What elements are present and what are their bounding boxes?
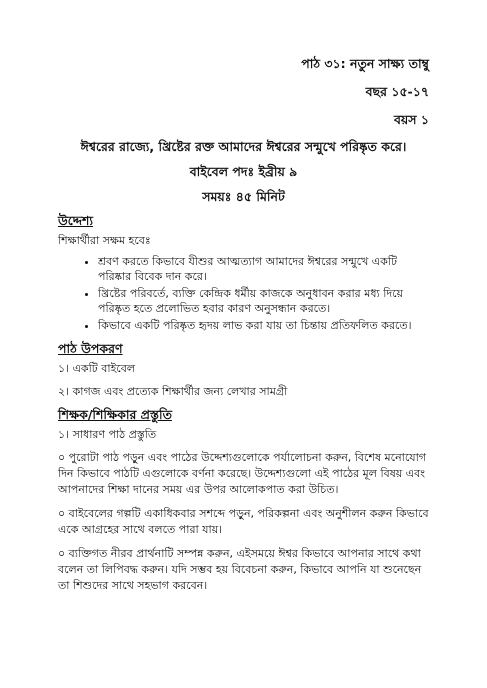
objective-intro: শিক্ষার্থীরা সক্ষম হবেঃ <box>58 234 151 247</box>
objective-list <box>58 254 429 333</box>
objective-heading: উদ্দেশ্য <box>58 213 94 228</box>
materials-item: ১। একটি বাইবেল <box>58 362 136 375</box>
teacher-prep-paragraph: ০ বাইবেলের গল্পটি একাধিকবার সশব্দে পড়ুন, পরিকল্পনা এবং অনুশীলন করুন কিভাবে একে আগ্রহের সাথে বলতে পারা যায়। <box>58 507 429 536</box>
year-range: বছর ১৫-১৭ <box>365 84 429 99</box>
teacher-prep-paragraph: ০ পুরোটা পাঠ পড়ুন এবং পাঠের উদ্দেশ্যগুলোকে পর্যালোচনা করুন, বিশেষ মনোযোগ দিন কিভাবে পাঠটি এগুলোকে বর্ণনা করেছে। উদ্দেশ্যগুলো এই পাঠের মূল বিষয় এবং আপনাদের শিক্ষা দানের সময় এর উপর আলোকপাত করা উচিত। <box>58 451 426 496</box>
materials-heading: পাঠ উপকরণ <box>58 341 123 356</box>
lesson-main-statement: ঈশ্বরের রাজ্যে, খ্রিষ্টের রক্ত আমাদের ঈশ্বরের সন্মুখে পরিষ্কৃত করে। <box>80 139 407 154</box>
bible-verse: বাইবেল পদঃ ইব্রীয় ৯ <box>189 164 298 179</box>
teacher-prep-heading: শিক্ষক/শিক্ষিকার প্রস্তুতি <box>58 407 172 422</box>
lesson-meta <box>58 56 429 128</box>
objective-bullet: • কিভাবে একটি পরিষ্কৃত হৃদয় লাভ করা যায় তা চিন্তায় প্রতিফলিত করতে। <box>98 318 429 333</box>
materials-item: ২। কাগজ এবং প্রত্যেক শিক্ষার্থীর জন্য লেখার সামগ্রী <box>58 385 288 398</box>
objective-bullet: • শ্রবণ করতে কিভাবে যীশুর আত্মত্যাগ আমাদের ঈশ্বরের সন্মুখে একটি পরিষ্কার বিবেক দান করে। <box>98 254 429 284</box>
teacher-prep-paragraph: ০ ব্যক্তিগত নীরব প্রার্থনাটি সম্পন্ন করুন, এইসময়ে ঈশ্বর কিভাবে আপনার সাথে কথা বলেন তা লিপিবদ্ধ করুন। যদি সম্ভব হয় বিবেচনা করুন, কিভাবে আপনি যা শুনেছেন তা শিশুদের সাথে সহভাগ করবেন। <box>58 547 422 592</box>
lesson-duration: সময়ঃ ৪৫ মিনিট <box>202 189 285 204</box>
age-label: বয়স ১ <box>393 112 429 127</box>
teacher-prep-general: ১। সাধারণ পাঠ প্রস্তুতি <box>58 428 157 441</box>
lesson-number-title: পাঠ ৩১: নতুন সাক্ষ্য তাম্বু <box>301 56 429 71</box>
objective-bullet: • খ্রিষ্টের পরিবর্তে, ব্যক্তি কেন্দ্রিক ধর্মীয় কাজকে অনুধাবন করার মধ্য দিয়ে পরিষ্কৃত হতে প্রলোভিত হবার কারণ অনুসন্ধান করতে। <box>98 286 429 316</box>
